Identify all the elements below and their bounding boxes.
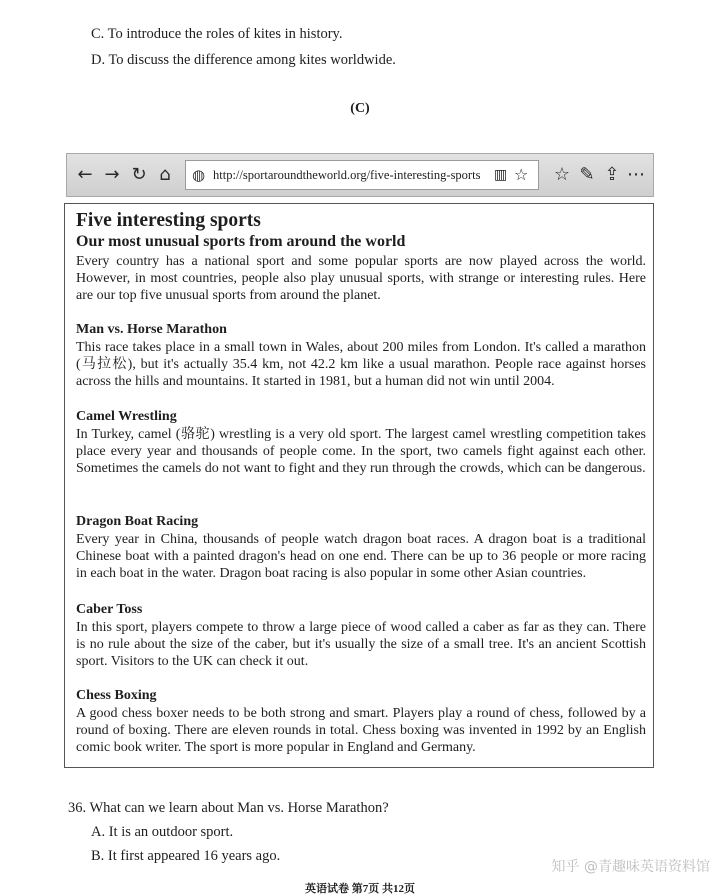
url-text: http://sportaroundtheworld.org/five-interesting-sports [213,168,481,182]
forward-arrow-icon[interactable]: → [104,164,120,185]
address-bar[interactable] [185,160,539,190]
back-arrow-icon[interactable]: ← [77,164,93,185]
reading-view-icon[interactable]: ▥ [494,167,508,183]
section-body: Every year in China, thousands of people watch dragon boat races. A dragon boat is a traditional Chinese boat with a painted dragon's head on one end. There can be up to 36 people or more racing in each boat in the water. Dragon boat racing is also popular in some other Asian countries. [76,532,646,581]
question-option: B. It first appeared 16 years ago. [91,848,281,864]
article-title: Five interesting sports [76,210,261,231]
question-text: 36. What can we learn about Man vs. Horse Marathon? [68,800,389,816]
article-subtitle: Our most unusual sports from around the world [76,233,406,250]
option-c: C. To introduce the roles of kites in history. [91,26,343,42]
section-label: (C) [350,101,370,116]
globe-icon: ◍ [192,166,206,184]
more-icon[interactable]: ⋯ [627,164,645,185]
section-body: In this sport, players compete to throw a large piece of wood called a caber as far as they can. There is no rule about the size of the caber, but it's usually the size of a small tree. It's an ancient Scottish sport. Visitors to the UK can check it out. [76,620,646,669]
home-icon[interactable]: ⌂ [159,164,171,185]
star-icon[interactable]: ☆ [514,165,529,184]
watermark: 知乎 @青趣味英语资料馆 [551,859,710,875]
pen-icon[interactable]: ✎ [579,164,595,185]
option-d: D. To discuss the difference among kites worldwide. [91,52,396,68]
section-heading: Dragon Boat Racing [76,514,199,529]
page-footer: 英语试卷 第7页 共12页 [305,883,415,895]
section-heading: Chess Boxing [76,688,157,703]
section-heading: Camel Wrestling [76,409,177,424]
article-intro: Every country has a national sport and some popular sports are now played across the world. However, in most countries, people also play unusual sports, with strange or interesting rules. Here are our top five unusual sports from around the planet. [76,254,646,303]
browser-toolbar [66,153,654,197]
share-icon[interactable]: ⇪ [604,164,620,185]
refresh-icon[interactable]: ↻ [131,164,147,185]
question-option: A. It is an outdoor sport. [91,824,234,840]
favorites-list-icon[interactable]: ☆ [553,164,571,185]
article-box [64,203,654,768]
section-heading: Caber Toss [76,602,143,617]
section-body: In Turkey, camel (骆驼) wrestling is a very old sport. The largest camel wrestling competition takes place every year and thousands of people come. In the sport, two camels fight against each other. Sometimes the camels do not want to fight and they run through the crowds, which can be dangerous. [76,427,646,476]
section-heading: Man vs. Horse Marathon [76,322,227,337]
section-body: A good chess boxer needs to be both strong and smart. Players play a round of chess, followed by a round of boxing. There are eleven rounds in total. Chess boxing was invented in 1992 by an English comic book writer. The sport is more popular in England and Germany. [76,706,646,755]
section-body: This race takes place in a small town in Wales, about 200 miles from London. It's called a marathon (马拉松), but it's actually 35.4 km, not 42.2 km like a usual marathon. People race against horses across the hills and mountains. It started in 1981, but a human did not win until 2004. [76,340,646,389]
